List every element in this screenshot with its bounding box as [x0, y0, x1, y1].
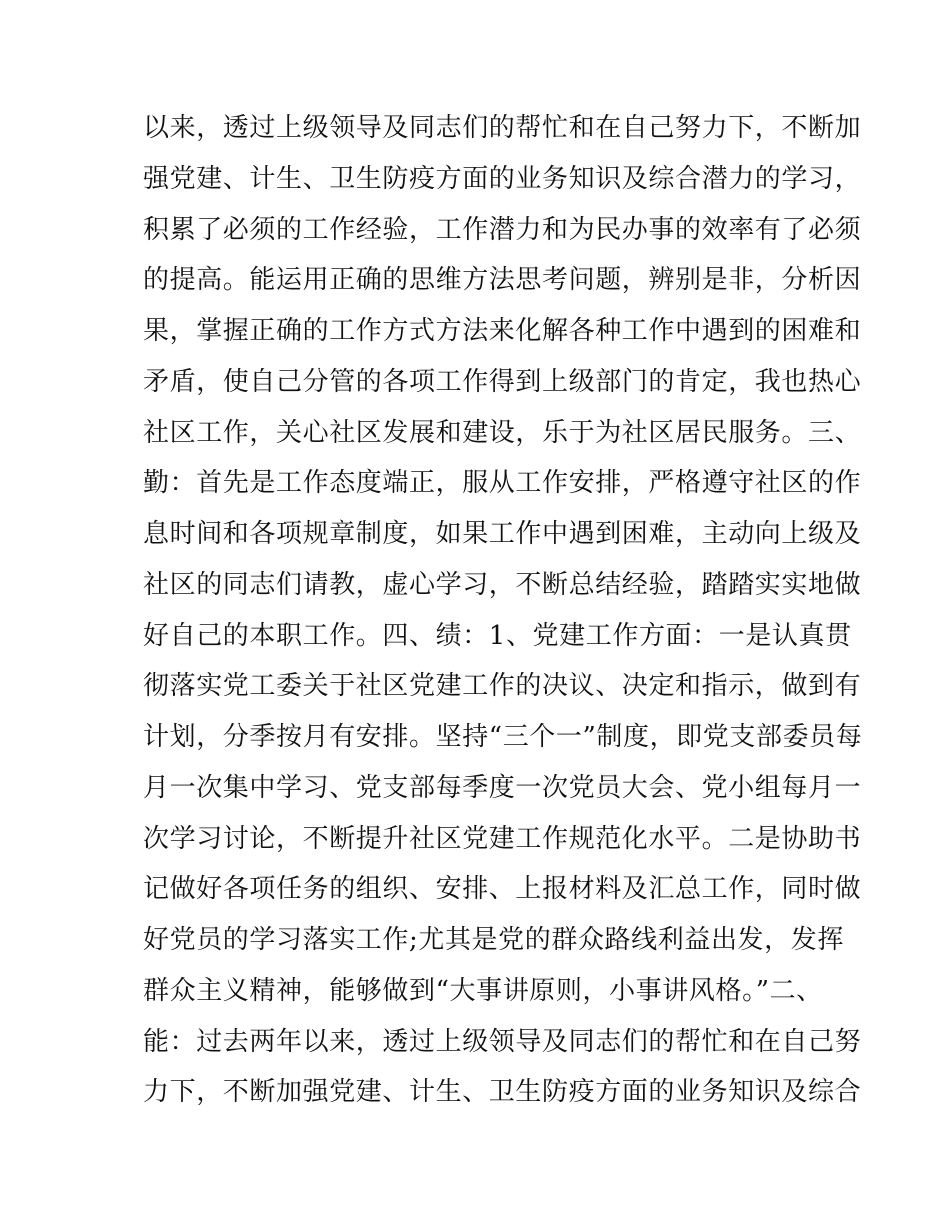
- text-line: 以来，透过上级领导及同志们的帮忙和在自己努力下，不断加: [143, 113, 862, 143]
- text-line: 矛盾，使自己分管的各项工作得到上级部门的肯定，我也热心: [143, 366, 862, 397]
- text-line: 好党员的学习落实工作;尤其是党的群众路线利益出发，发挥: [143, 925, 844, 955]
- text-line: 群众主义精神，能够做到“大事讲原则，小事讲风格。”二、: [143, 975, 823, 1006]
- text-line: 彻落实党工委关于社区党建工作的决议、决定和指示，做到有: [143, 671, 862, 702]
- text-line: 果，掌握正确的工作方式方法来化解各种工作中遇到的困难和: [143, 316, 862, 346]
- text-line: 记做好各项任务的组织、安排、上报材料及汇总工作，同时做: [143, 874, 862, 905]
- text-line: 社区的同志们请教，虚心学习，不断总结经验，踏踏实实地做: [143, 569, 862, 600]
- body-text: [143, 103, 863, 1118]
- text-line: 勤：首先是工作态度端正，服从工作安排，严格遵守社区的作: [143, 468, 862, 499]
- text-line: 的提高。能运用正确的思维方法思考问题，辨别是非，分析因: [143, 265, 862, 296]
- text-line: 强党建、计生、卫生防疫方面的业务知识及综合潜力的学习，: [143, 163, 862, 194]
- text-line: 社区工作，关心社区发展和建设，乐于为社区居民服务。三、: [143, 417, 862, 448]
- text-line: 息时间和各项规章制度，如果工作中遇到困难，主动向上级及: [143, 519, 862, 549]
- text-line: 月一次集中学习、党支部每季度一次党员大会、党小组每月一: [143, 772, 862, 803]
- text-line: 力下，不断加强党建、计生、卫生防疫方面的业务知识及综合: [143, 1077, 862, 1108]
- text-line: 计划，分季按月有安排。坚持“三个一”制度，即党支部委员每: [143, 722, 863, 752]
- text-line: 积累了必须的工作经验，工作潜力和为民办事的效率有了必须: [143, 214, 862, 245]
- text-line: 能：过去两年以来，透过上级领导及同志们的帮忙和在自己努: [143, 1026, 862, 1057]
- text-line: 好自己的本职工作。四、绩：1、党建工作方面：一是认真贯: [143, 620, 852, 651]
- text-line: 次学习讨论，不断提升社区党建工作规范化水平。二是协助书: [143, 823, 862, 854]
